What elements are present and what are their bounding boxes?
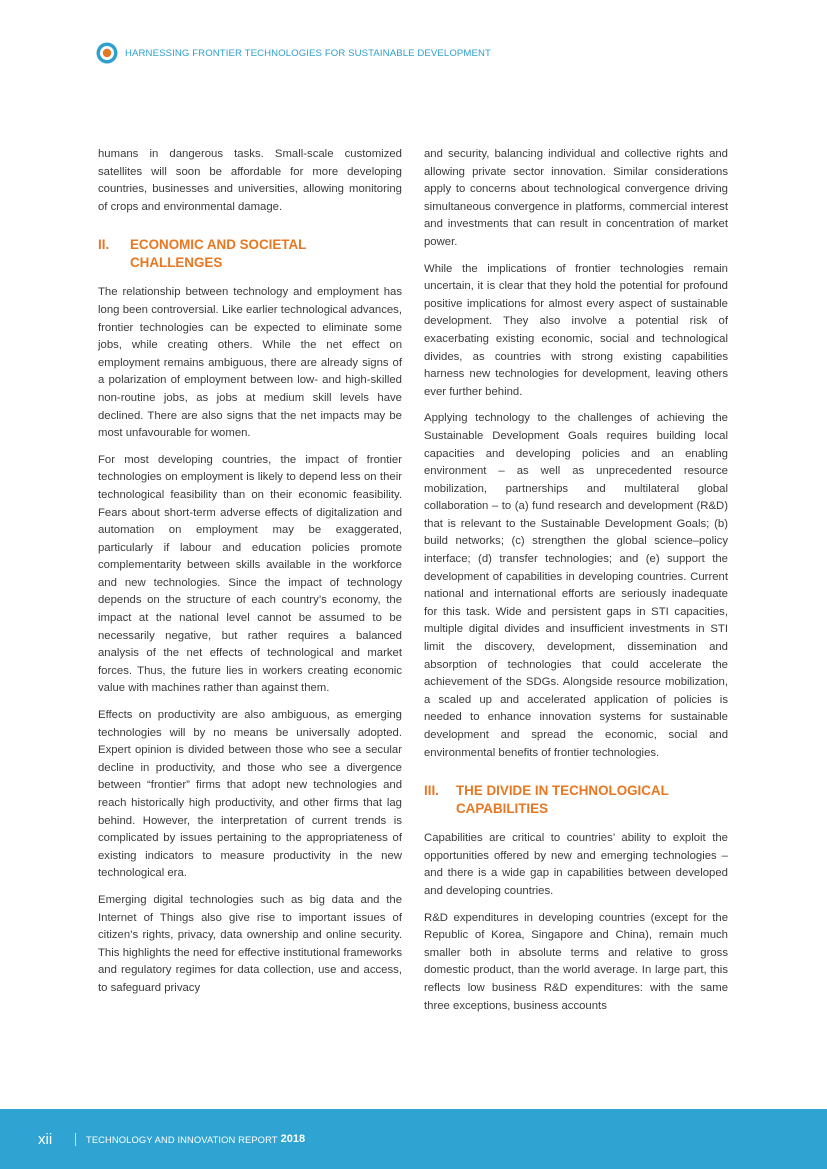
paragraph: Capabilities are critical to countries’ ability to exploit the opportunities offered by new and emerging technologies – and there is a wide gap in capabilities between developed and developing countries.: [424, 832, 728, 897]
left-column: [98, 146, 402, 1007]
report-year: 2018: [280, 1133, 306, 1145]
page-number: xii: [38, 1130, 53, 1148]
running-header: [96, 42, 491, 64]
paragraph: Applying technology to the challenges of achieving the Sustainable Development Goals requires building local capacities and developing policies and an enabling environment – as well as unprecedented resource mobilization, partnerships and multilateral global collaboration – to (a) fund research and development (R&D) that is relevant to the Sustainable Development Goals; (b) build networks; (c) strengthen the global science–policy interface; (d) transfer technologies; and (e) support the development of capabilities in developing countries. Current national and international efforts are seriously inadequate for this task. Wide and persistent gaps in STI capacities, multiple digital divides and insufficient investments in STI limit the discovery, development, dissemination and absorption of technologies that could accelerate the achievement of the SDGs. Alongside resource mobilization, a scaled up and accelerated application of policies is needed to enhance innovation systems for sustainable development and spread the economic, social and environmental benefits of frontier technologies.: [424, 412, 728, 759]
footer-divider: [75, 1133, 76, 1146]
paragraph: For most developing countries, the impact of frontier technologies on employment is likely to depend less on their technological feasibility than on their economic feasibility. Fears about short-term adverse effects of digitalization and automation on employment may be exaggerated, particularly if labour and education policies promote complementarity between skills available in the workforce and new technologies. Since the impact of technology depends on the structure of each country’s economy, the impact at the national level cannot be assumed to be necessarily negative, but rather requires a balanced analysis of the net effects of technological and market forces. Thus, the future lies in workers creating economic value with machines rather than against them.: [98, 453, 402, 695]
paragraph: humans in dangerous tasks. Small-scale customized satellites will soon be affordable for more developing countries, businesses and universities, allowing monitoring of crops and environmental damage.: [98, 148, 402, 213]
paragraph: R&D expenditures in developing countries (except for the Republic of Korea, Singapore and China), remain much smaller both in absolute terms and relative to gross domestic product, than the world average. In large part, this reflects low business R&D expenditures: with the same three exceptions, business accounts: [424, 911, 728, 1012]
paragraph: Effects on productivity are also ambiguous, as emerging technologies will by no means be universally adopted. Expert opinion is divided between those who see a secular decline in productivity, and those who see a divergence between “frontier” firms that adopt new technologies and reach historically high productivity, and other firms that lag behind. However, the interpretation of current trends is complicated by issues pertaining to the appropriateness of existing indicators to measure productivity in the new technological era.: [98, 709, 402, 880]
section-heading-ii: [98, 236, 402, 272]
paragraph: The relationship between technology and employment has long been controversial. Like earlier technological advances, frontier technologies can be expected to eliminate some jobs, while creating others. While the net effect on employment remains ambiguous, there are already signs of a polarization of employment between low- and high-skilled non-routine jobs, as jobs at medium skill levels have declined. There are also signs that the net impacts may be most unfavourable for women.: [98, 286, 402, 440]
section-number: II.: [98, 237, 110, 253]
paragraph: and security, balancing individual and collective rights and allowing private sector innovation. Similar considerations apply to concerns about technological convergence driving simultaneous convergence in platforms, commercial interest and investments that can result in concentration of market power.: [424, 148, 728, 248]
report-title: TECHNOLOGY AND INNOVATION REPORT: [86, 1133, 278, 1145]
section-title: THE DIVIDE IN TECHNOLOGICAL CAPABILITIES: [456, 783, 669, 817]
target-icon: [96, 42, 118, 64]
running-header-title: HARNESSING FRONTIER TECHNOLOGIES FOR SUSTAINABLE DEVELOPMENT: [125, 47, 492, 59]
section-heading-iii: [424, 782, 728, 818]
footer-band: [0, 1109, 827, 1169]
paragraph: Emerging digital technologies such as big data and the Internet of Things also give rise to important issues of citizen’s rights, privacy, data ownership and online security. This highlights the need for effective institutional frameworks and regulatory regimes for data collection, use and access, to safeguard privacy: [98, 893, 402, 994]
paragraph: While the implications of frontier technologies remain uncertain, it is clear that they hold the potential for profound positive implications for almost every aspect of sustainable development. They also involve a potential risk of exacerbating existing economic, social and technological divides, as countries with strong existing capabilities harness new technologies for development, leaving others ever further behind.: [424, 262, 728, 398]
section-title: ECONOMIC AND SOCIETAL CHALLENGES: [130, 237, 307, 271]
right-column: [424, 146, 728, 1024]
section-number: III.: [424, 783, 439, 799]
